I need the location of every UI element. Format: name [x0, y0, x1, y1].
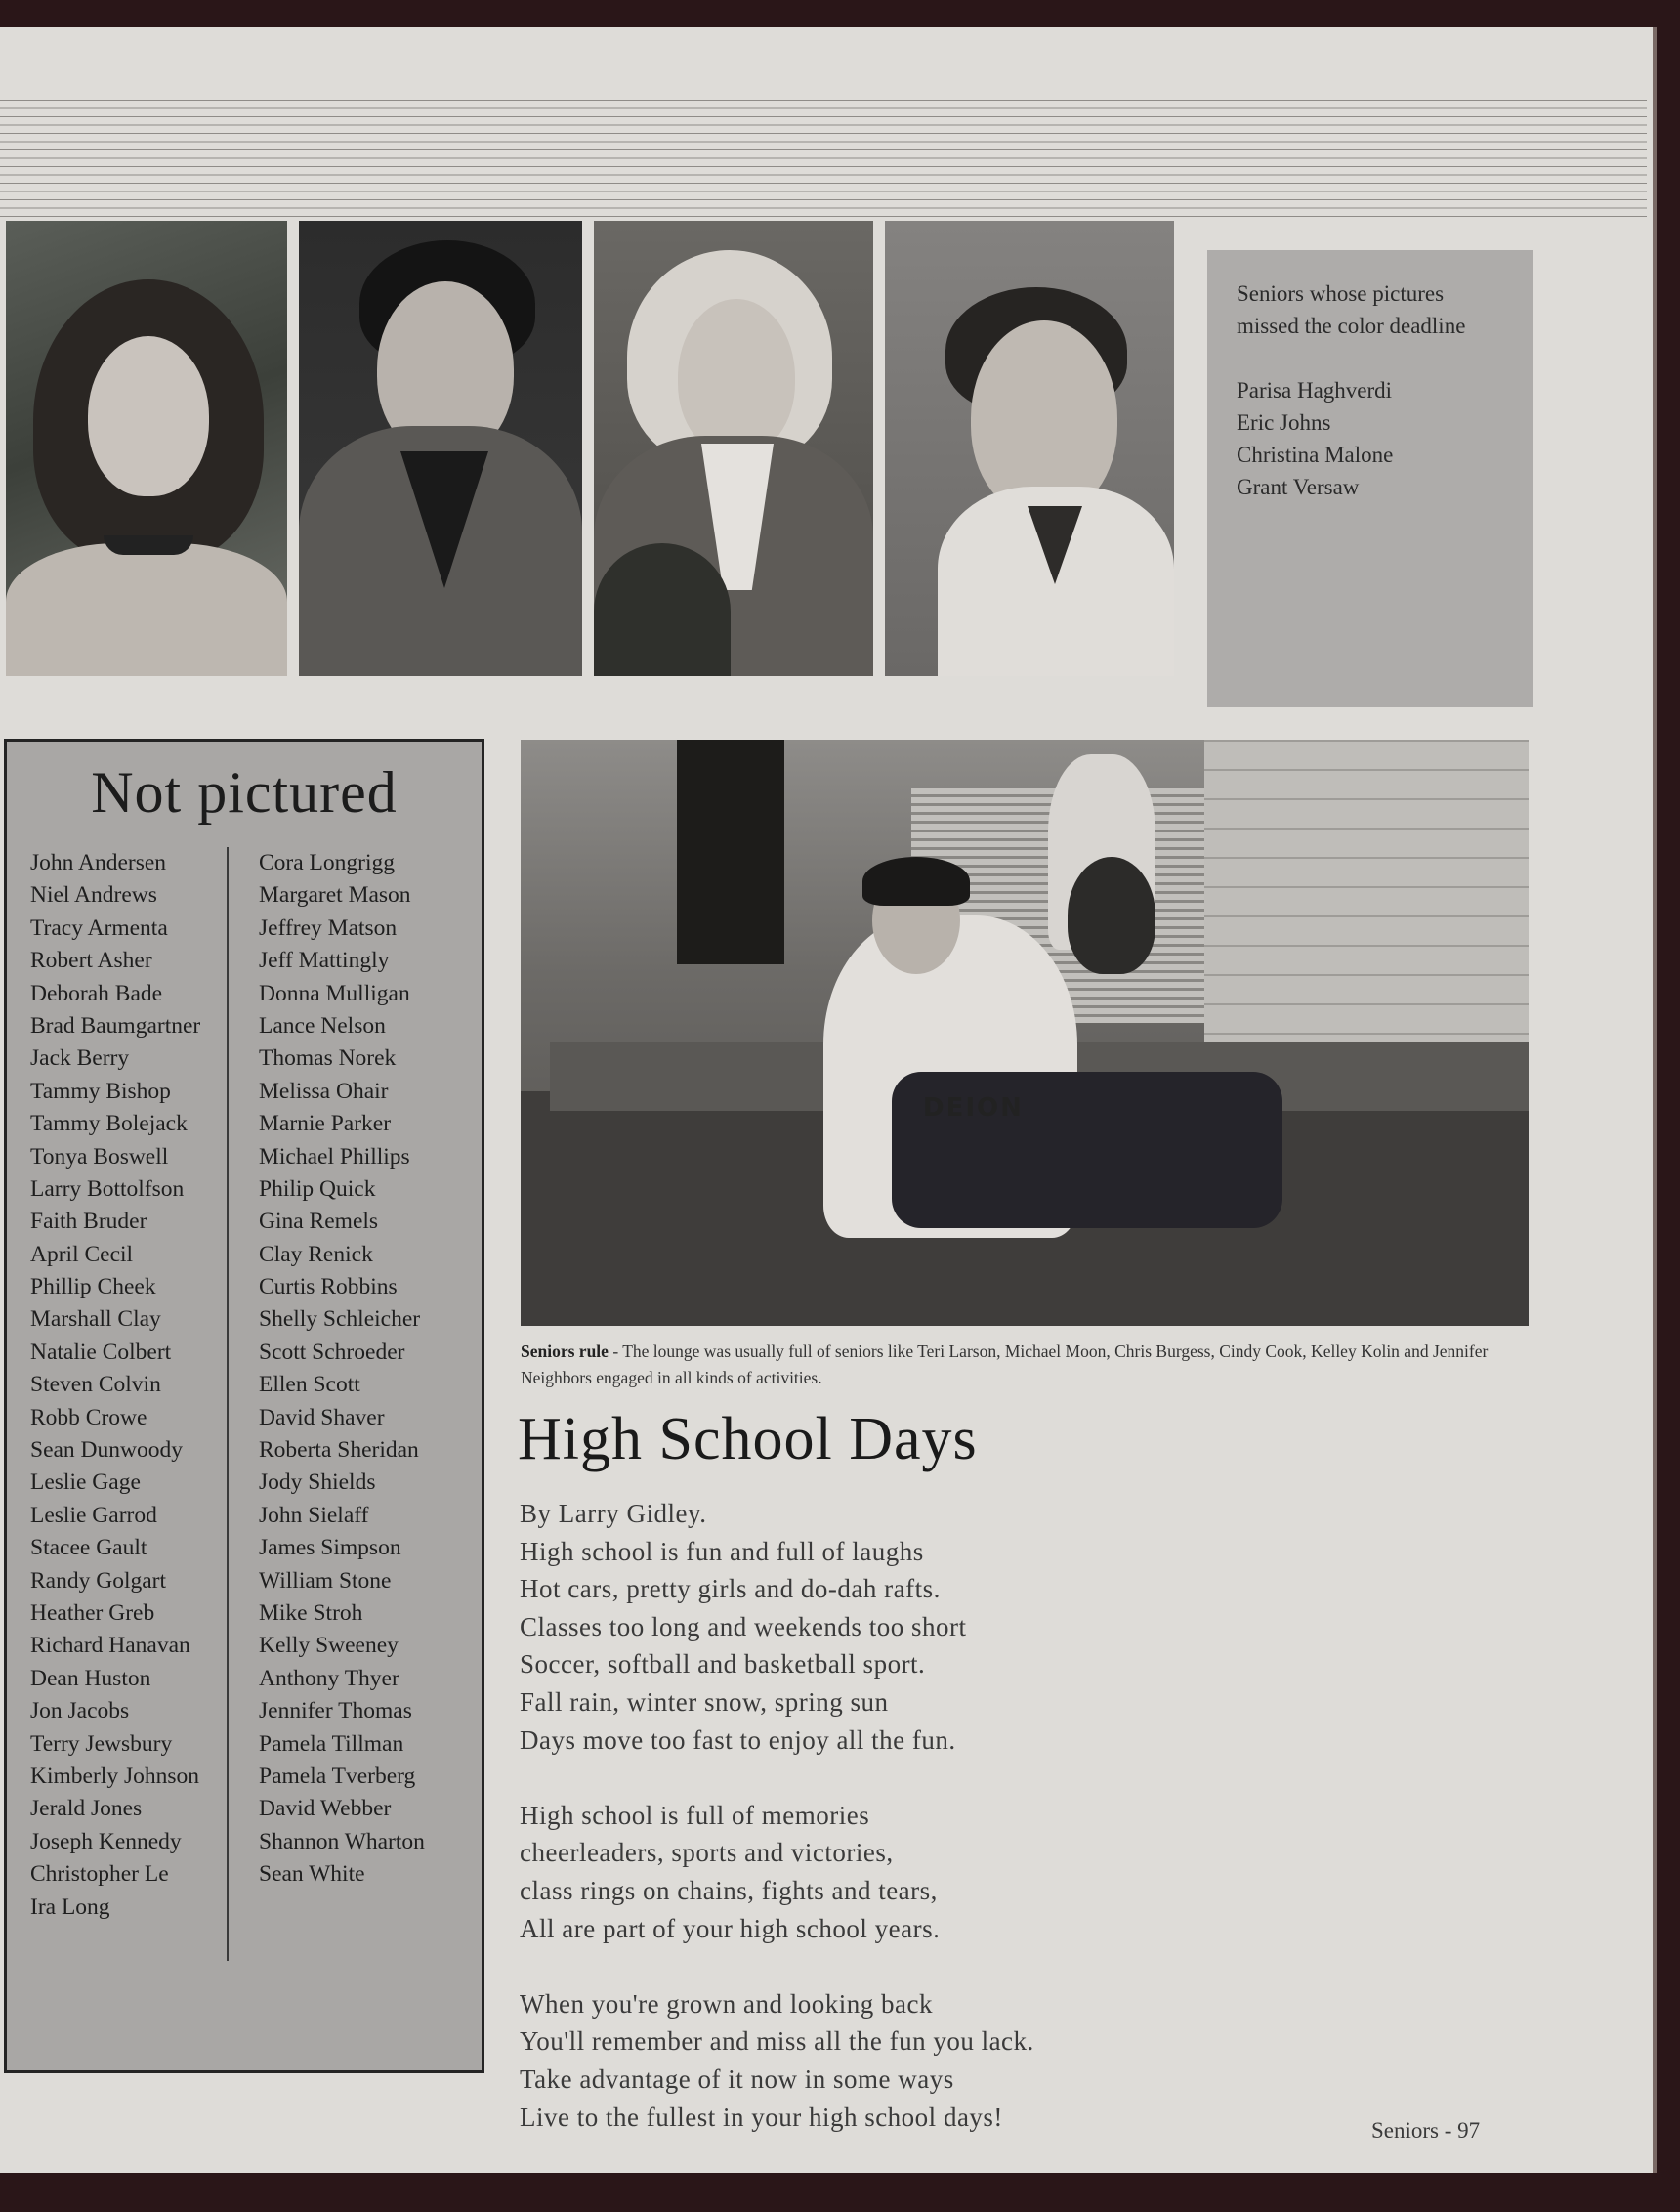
stanza-break	[520, 1947, 1034, 1985]
deadline-name: Grant Versaw	[1237, 475, 1360, 499]
not-pictured-name: Steven Colvin	[30, 1372, 161, 1398]
not-pictured-name: Philip Quick	[259, 1175, 376, 1202]
not-pictured-name: Cora Longrigg	[259, 850, 396, 875]
not-pictured-name: Brad Baumgartner	[30, 1012, 201, 1039]
not-pictured-name: Niel Andrews	[30, 882, 157, 909]
not-pictured-name: Marnie Parker	[259, 1111, 392, 1137]
not-pictured-name: Larry Bottolfson	[30, 1175, 185, 1202]
poem-line: When you're grown and looking back	[520, 1988, 934, 2019]
not-pictured-name: Heather Greb	[30, 1599, 155, 1626]
color-deadline-box	[1207, 250, 1533, 707]
not-pictured-name: Tammy Bishop	[30, 1078, 171, 1104]
not-pictured-name: Stacee Gault	[30, 1535, 147, 1561]
not-pictured-name: James Simpson	[259, 1535, 401, 1561]
not-pictured-name: Marshall Clay	[30, 1306, 161, 1333]
not-pictured-name: Jerald Jones	[30, 1796, 143, 1822]
not-pictured-name: Donna Mulligan	[259, 980, 410, 1006]
column-divider	[227, 847, 229, 1961]
ruled-header-lines	[0, 100, 1647, 219]
deadline-name: Parisa Haghverdi	[1237, 378, 1393, 403]
not-pictured-name: Shannon Wharton	[259, 1828, 425, 1854]
deadline-names	[1237, 374, 1504, 503]
not-pictured-name: Jody Shields	[259, 1469, 376, 1496]
not-pictured-name: Kimberly Johnson	[30, 1763, 199, 1789]
not-pictured-name: Leslie Garrod	[30, 1502, 157, 1528]
not-pictured-name: Richard Hanavan	[30, 1633, 190, 1659]
not-pictured-name: Christopher Le	[30, 1861, 169, 1888]
not-pictured-name: Jon Jacobs	[30, 1698, 130, 1724]
not-pictured-name: Ira Long	[30, 1893, 110, 1920]
poem-line: High school is fun and full of laughs	[520, 1536, 924, 1566]
poem-line: Days move too fast to enjoy all the fun.	[520, 1724, 956, 1755]
not-pictured-name: John Sielaff	[259, 1502, 369, 1528]
page-folio: Seniors - 97	[1371, 2118, 1481, 2143]
not-pictured-box	[4, 739, 484, 2073]
not-pictured-name: William Stone	[259, 1567, 392, 1594]
not-pictured-name: Sean White	[259, 1861, 365, 1888]
not-pictured-name: Jennifer Thomas	[259, 1698, 412, 1724]
not-pictured-name: Roberta Sheridan	[259, 1437, 419, 1464]
caption-lead: Seniors rule	[521, 1341, 609, 1361]
deadline-name: Eric Johns	[1237, 410, 1331, 435]
not-pictured-name: April Cecil	[30, 1241, 134, 1267]
poem-line: cheerleaders, sports and victories,	[520, 1838, 894, 1868]
not-pictured-name: Kelly Sweeney	[259, 1633, 399, 1659]
deadline-heading: Seniors whose pictures missed the color deadline	[1237, 281, 1466, 338]
not-pictured-name: Tracy Armenta	[30, 915, 168, 941]
not-pictured-name: Jeffrey Matson	[259, 915, 398, 941]
poem-line: Live to the fullest in your high school days!	[520, 2102, 1003, 2132]
not-pictured-name: Randy Golgart	[30, 1567, 167, 1594]
not-pictured-name: Anthony Thyer	[259, 1665, 399, 1691]
poem-line: class rings on chains, fights and tears,	[520, 1875, 938, 1905]
not-pictured-name: Curtis Robbins	[259, 1274, 398, 1300]
not-pictured-name: David Shaver	[259, 1404, 385, 1430]
not-pictured-name: Phillip Cheek	[30, 1274, 156, 1300]
poem-line: High school is full of memories	[520, 1800, 870, 1830]
poem-line: Hot cars, pretty girls and do-dah rafts.	[520, 1574, 941, 1604]
poem-line: Fall rain, winter snow, spring sun	[520, 1686, 889, 1717]
senior-portrait-3	[594, 221, 873, 676]
senior-portrait-1	[6, 221, 287, 676]
not-pictured-name: Jeff Mattingly	[259, 948, 390, 974]
caption-text: - The lounge was usually full of seniors like Teri Larson, Michael Moon, Chris Burgess, Cindy Cook, Kelley Kolin and Jennifer Neighbors engaged in all kinds of activities.	[521, 1341, 1489, 1387]
not-pictured-name: Shelly Schleicher	[259, 1306, 421, 1333]
poem-line: Take advantage of it now in some ways	[520, 2063, 954, 2094]
not-pictured-name: Robb Crowe	[30, 1404, 147, 1430]
not-pictured-name: Pamela Tverberg	[259, 1763, 416, 1789]
not-pictured-column-2	[259, 847, 425, 1892]
not-pictured-title: Not pictured	[91, 760, 398, 825]
not-pictured-name: Michael Phillips	[259, 1143, 410, 1170]
not-pictured-name: Thomas Norek	[259, 1045, 397, 1072]
not-pictured-name: Tammy Bolejack	[30, 1111, 188, 1137]
poem-line: All are part of your high school years.	[520, 1913, 941, 1943]
not-pictured-name: Gina Remels	[259, 1209, 379, 1235]
not-pictured-name: Natalie Colbert	[30, 1339, 172, 1365]
not-pictured-name: Lance Nelson	[259, 1012, 386, 1039]
not-pictured-name: John Andersen	[30, 850, 167, 875]
not-pictured-name: Faith Bruder	[30, 1209, 147, 1235]
not-pictured-name: Ellen Scott	[259, 1372, 360, 1398]
not-pictured-name: Melissa Ohair	[259, 1078, 389, 1104]
senior-portrait-2	[299, 221, 582, 676]
not-pictured-name: Robert Asher	[30, 948, 152, 974]
not-pictured-name: Clay Renick	[259, 1241, 373, 1267]
photo-caption	[521, 1339, 1532, 1391]
not-pictured-name: Terry Jewsbury	[30, 1730, 173, 1757]
not-pictured-name: Scott Schroeder	[259, 1339, 405, 1365]
poem-title: High School Days	[518, 1406, 978, 1472]
not-pictured-name: Margaret Mason	[259, 882, 411, 909]
poem-body	[520, 1495, 1034, 2136]
yearbook-page	[0, 27, 1657, 2173]
not-pictured-name: Tonya Boswell	[30, 1143, 169, 1170]
not-pictured-name: Deborah Bade	[30, 980, 163, 1006]
not-pictured-name: Joseph Kennedy	[30, 1828, 182, 1854]
not-pictured-name: Dean Huston	[30, 1665, 151, 1691]
not-pictured-name: Leslie Gage	[30, 1469, 141, 1496]
not-pictured-name: David Webber	[259, 1796, 392, 1822]
sweater-text: DEION	[923, 1093, 1024, 1123]
poem-line: You'll remember and miss all the fun you lack.	[520, 2026, 1034, 2057]
senior-lounge-photo	[521, 740, 1529, 1326]
not-pictured-name: Sean Dunwoody	[30, 1437, 183, 1464]
not-pictured-name: Jack Berry	[30, 1045, 130, 1072]
stanza-break	[520, 1759, 1034, 1797]
poem-line: Classes too long and weekends too short	[520, 1611, 967, 1641]
not-pictured-column-1	[30, 847, 200, 1924]
senior-portrait-4	[885, 221, 1174, 676]
poem-line: By Larry Gidley.	[520, 1499, 707, 1528]
not-pictured-name: Mike Stroh	[259, 1599, 363, 1626]
poem-line: Soccer, softball and basketball sport.	[520, 1649, 926, 1680]
deadline-name: Christina Malone	[1237, 443, 1394, 467]
not-pictured-name: Pamela Tillman	[259, 1730, 404, 1757]
